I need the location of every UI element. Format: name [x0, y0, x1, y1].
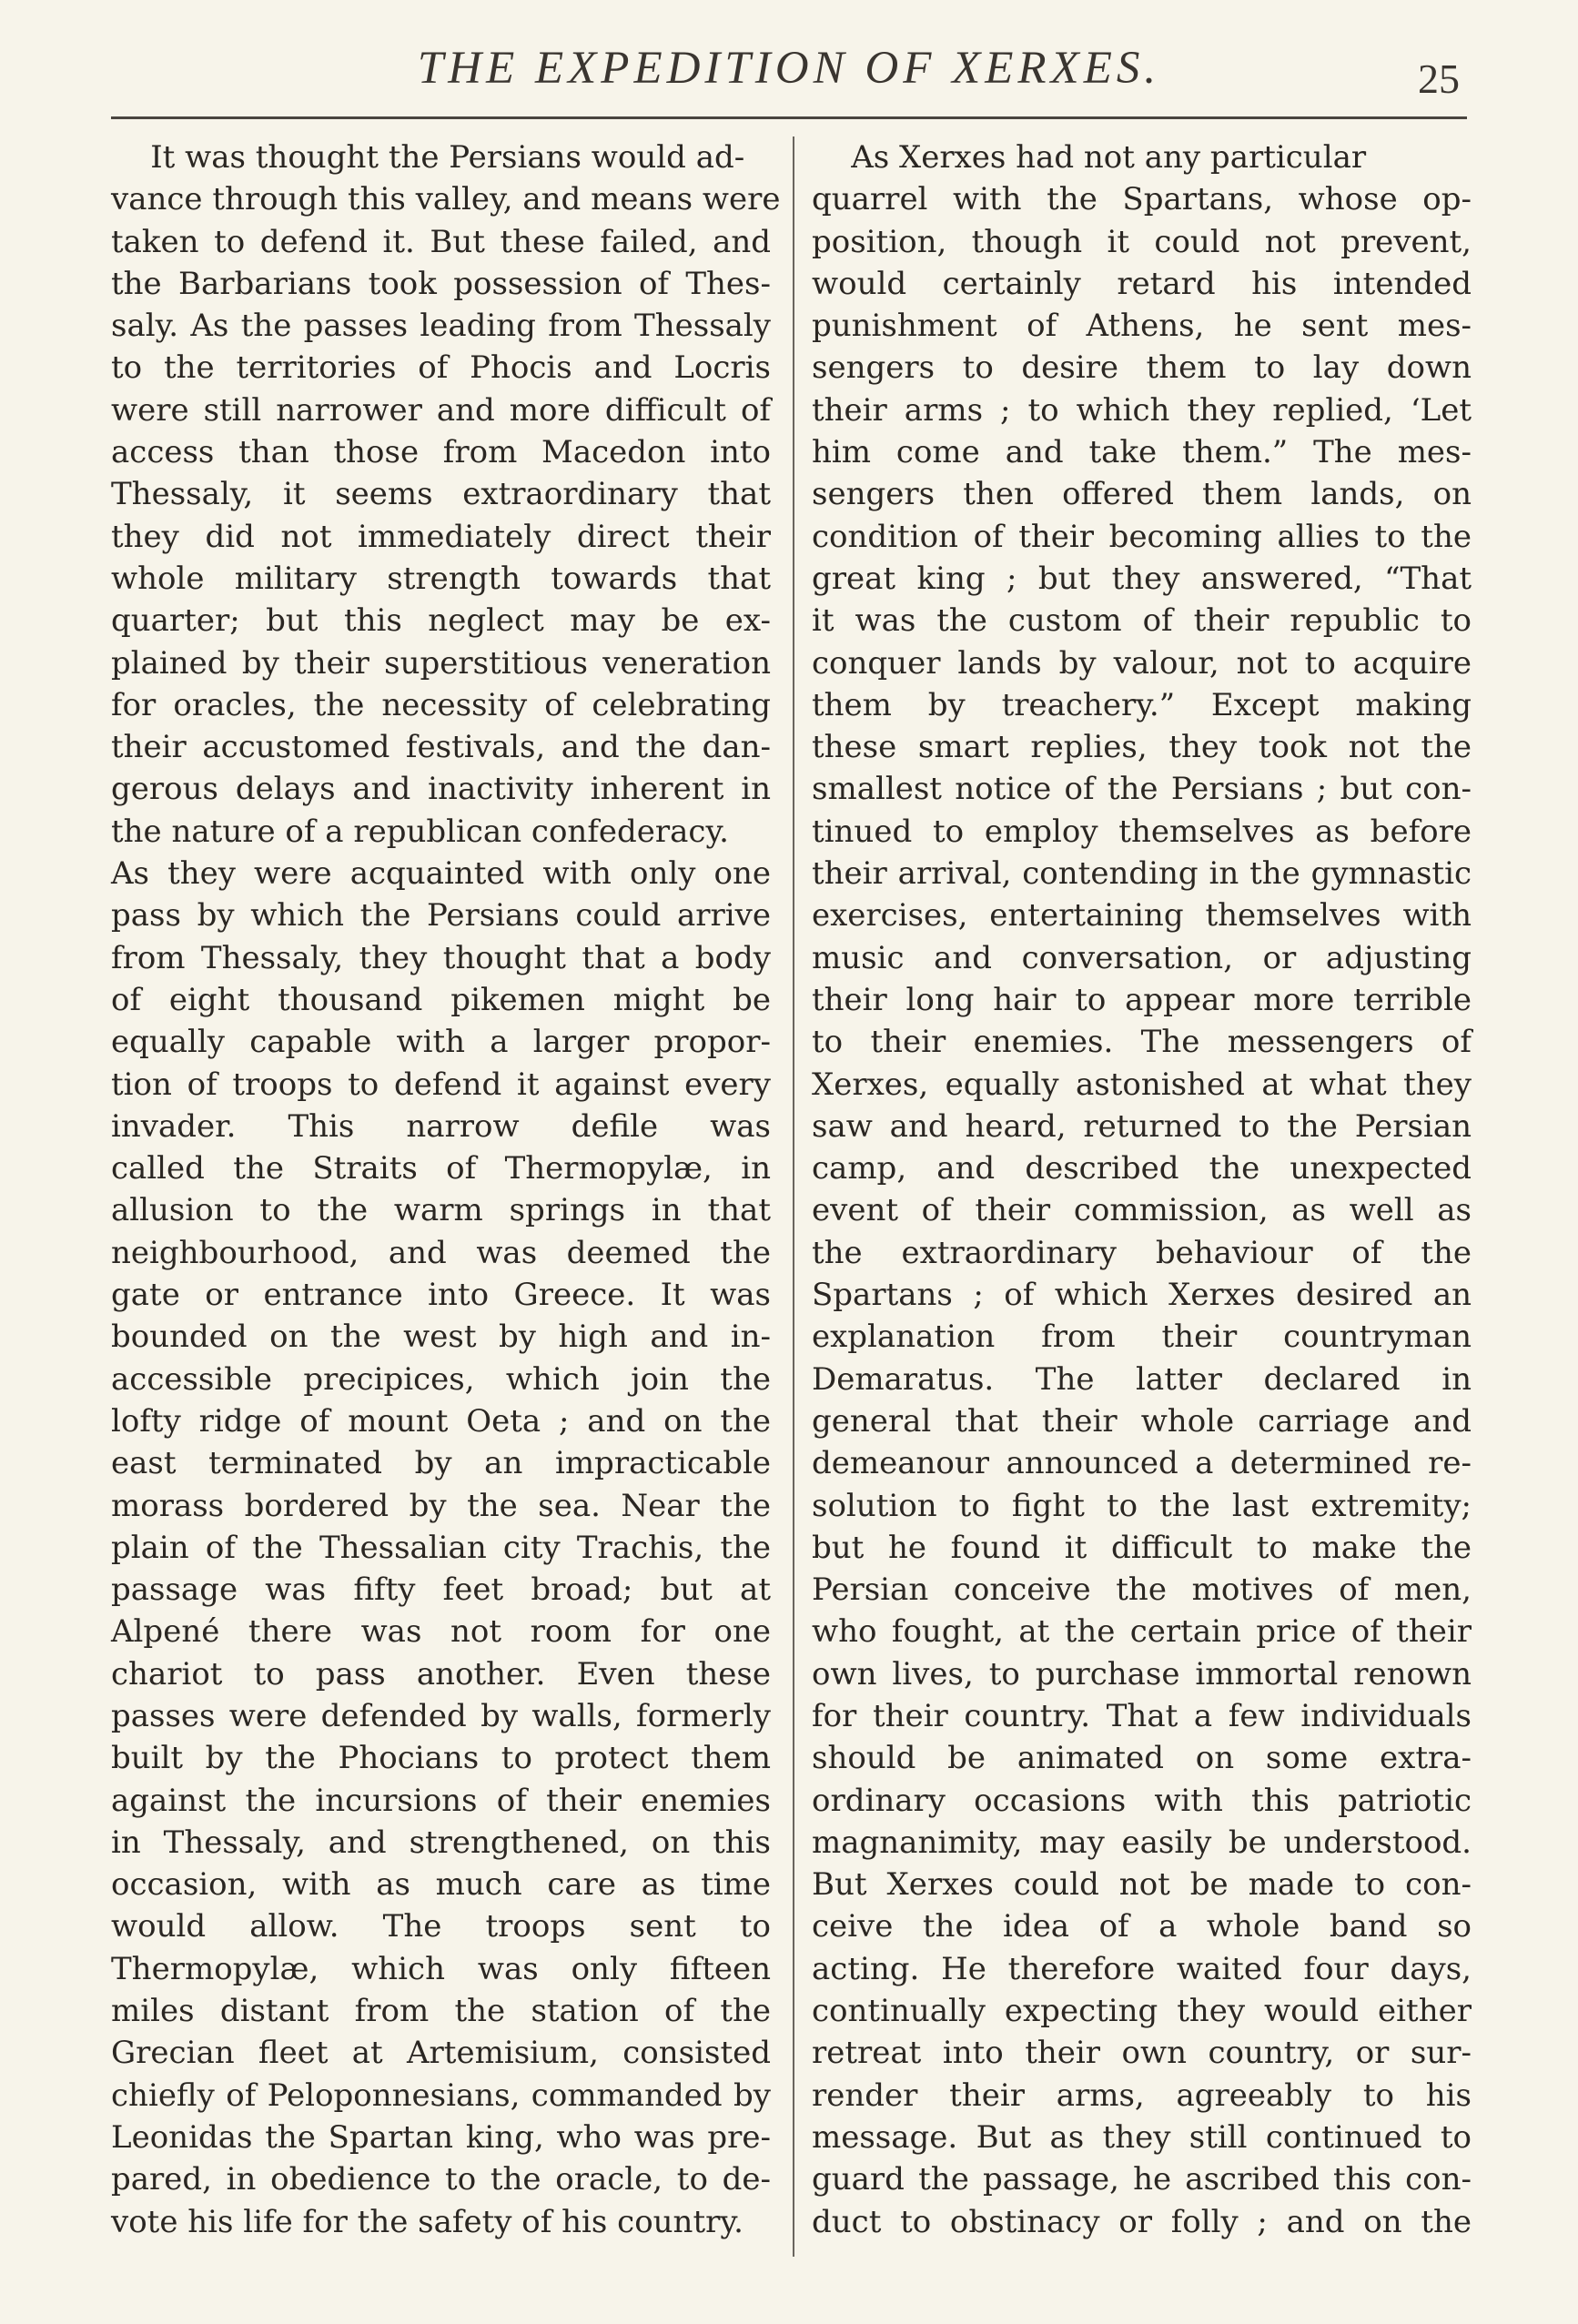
text-line: sengers to desire them to lay down — [812, 349, 1472, 387]
text-line: render their arms, agreeably to his — [812, 2076, 1472, 2114]
text-line: smallest notice of the Persians ; but con- — [812, 771, 1472, 808]
text-line: Xerxes, equally astonished at what they — [812, 1066, 1472, 1103]
text-line: retreat into their own country, or sur- — [812, 2035, 1472, 2072]
text-line: magnanimity, may easily be understood. — [812, 1824, 1472, 1861]
text-line: explanation from their countryman — [812, 1319, 1472, 1356]
text-line: them by treachery.” Except making — [812, 686, 1472, 723]
text-line: lofty ridge of mount Oeta ; and on the — [111, 1402, 771, 1440]
text-line: access than those from Macedon into — [111, 434, 771, 471]
text-line: great king ; but they answered, “That — [812, 560, 1472, 597]
right-column — [812, 136, 1472, 2243]
text-line: event of their commission, as well as — [812, 1192, 1472, 1229]
text-line: they did not immediately direct their — [111, 518, 771, 555]
text-line: As they were acquainted with only one — [111, 855, 771, 893]
text-line: Demaratus. The latter declared in — [812, 1360, 1472, 1398]
text-line: these smart replies, they took not the — [812, 729, 1472, 766]
text-line: bounded on the west by high and in- — [111, 1319, 771, 1356]
text-line: tion of troops to defend it against every — [111, 1066, 771, 1103]
text-line: occasion, with as much care as time — [111, 1866, 771, 1904]
text-line: their arms ; to which they replied, ‘Let — [812, 391, 1472, 429]
text-line: equally capable with a larger propor- — [111, 1024, 771, 1061]
text-line: duct to obstinacy or folly ; and on the — [812, 2203, 1472, 2240]
text-line: from Thessaly, they thought that a body — [111, 939, 771, 976]
text-line: it was the custom of their republic to — [812, 602, 1472, 640]
text-line: quarrel with the Spartans, whose op- — [812, 181, 1472, 218]
text-line: solution to fight to the last extremity; — [812, 1487, 1472, 1524]
text-line: their arrival, contending in the gymnastic — [812, 855, 1472, 893]
text-line: Persian conceive the motives of men, — [812, 1571, 1472, 1609]
text-line: should be animated on some extra- — [812, 1740, 1472, 1777]
text-line: but he found it difficult to make the — [812, 1529, 1472, 1566]
text-line: him come and take them.” The mes- — [812, 434, 1472, 471]
text-line: demeanour announced a determined re- — [812, 1445, 1472, 1482]
text-line: passage was fifty feet broad; but at — [111, 1571, 771, 1609]
text-line: acting. He therefore waited four days, — [812, 1950, 1472, 1987]
text-line: As Xerxes had not any particular — [812, 139, 1367, 176]
text-line: invader. This narrow defile was — [111, 1107, 771, 1145]
text-line: for oracles, the necessity of celebrating — [111, 686, 771, 723]
text-line: guard the passage, he ascribed this con- — [812, 2161, 1472, 2198]
text-line: message. But as they still continued to — [812, 2118, 1472, 2156]
text-line: east terminated by an impracticable — [111, 1445, 771, 1482]
text-line: quarter; but this neglect may be ex- — [111, 602, 771, 640]
text-line: position, though it could not prevent, — [812, 223, 1472, 260]
text-line: to the territories of Phocis and Locris — [111, 349, 771, 387]
text-line: taken to defend it. But these failed, and — [111, 223, 771, 260]
text-line: were still narrower and more difficult of — [111, 391, 771, 429]
page-number: 25 — [1418, 56, 1460, 102]
text-line: plain of the Thessalian city Trachis, the — [111, 1529, 771, 1566]
text-line: who fought, at the certain price of their — [812, 1613, 1472, 1651]
text-line: music and conversation, or adjusting — [812, 939, 1472, 976]
text-line: Thermopylæ, which was only fifteen — [111, 1950, 771, 1987]
text-line: allusion to the warm springs in that — [111, 1192, 771, 1229]
text-line: vance through this valley, and means were — [111, 181, 781, 218]
text-line: saw and heard, returned to the Persian — [812, 1107, 1472, 1145]
text-line: would allow. The troops sent to — [111, 1908, 771, 1945]
text-line: chariot to pass another. Even these — [111, 1655, 771, 1692]
text-columns — [111, 136, 1472, 2248]
text-line: built by the Phocians to protect them — [111, 1740, 771, 1777]
text-line: camp, and described the unexpected — [812, 1150, 1472, 1187]
text-line: conquer lands by valour, not to acquire — [812, 644, 1472, 682]
text-line: It was thought the Persians would ad- — [111, 139, 745, 176]
text-line: neighbourhood, and was deemed the — [111, 1234, 771, 1271]
text-line: gerous delays and inactivity inherent in — [111, 771, 771, 808]
text-line: the nature of a republican confederacy. — [111, 813, 729, 850]
text-line: the extraordinary behaviour of the — [812, 1234, 1472, 1271]
text-line: called the Straits of Thermopylæ, in — [111, 1150, 771, 1187]
text-line: ordinary occasions with this patriotic — [812, 1782, 1472, 1819]
text-line: their accustomed festivals, and the dan- — [111, 729, 771, 766]
running-title: THE EXPEDITION OF XERXES. — [417, 43, 1161, 94]
text-line: punishment of Athens, he sent mes- — [812, 308, 1472, 345]
text-line: Spartans ; of which Xerxes desired an — [812, 1277, 1472, 1314]
text-line: Thessaly, it seems extraordinary that — [111, 476, 771, 513]
text-line: chiefly of Peloponnesians, commanded by — [111, 2076, 771, 2114]
text-line: general that their whole carriage and — [812, 1402, 1472, 1440]
column-divider — [793, 136, 794, 2257]
text-line: vote his life for the safety of his country. — [111, 2203, 743, 2240]
text-line: for their country. That a few individuals — [812, 1697, 1472, 1734]
text-line: pass by which the Persians could arrive — [111, 897, 771, 935]
text-line: in Thessaly, and strengthened, on this — [111, 1824, 771, 1861]
text-line: of eight thousand pikemen might be — [111, 981, 771, 1018]
text-line: ceive the idea of a whole band so — [812, 1908, 1472, 1945]
text-line: miles distant from the station of the — [111, 1993, 771, 2030]
text-line: accessible precipices, which join the — [111, 1360, 771, 1398]
text-line: Alpené there was not room for one — [111, 1613, 771, 1651]
text-line: Leonidas the Spartan king, who was pre- — [111, 2118, 771, 2156]
text-line: morass bordered by the sea. Near the — [111, 1487, 771, 1524]
text-line: sengers then offered them lands, on — [812, 476, 1472, 513]
text-line: tinued to employ themselves as before — [812, 813, 1472, 850]
text-line: their long hair to appear more terrible — [812, 981, 1472, 1018]
left-column — [111, 136, 781, 2243]
text-line: own lives, to purchase immortal renown — [812, 1655, 1472, 1692]
text-line: whole military strength towards that — [111, 560, 771, 597]
page-header — [111, 36, 1467, 127]
text-line: condition of their becoming allies to the — [812, 518, 1472, 555]
text-line: would certainly retard his intended — [812, 265, 1472, 302]
text-line: passes were defended by walls, formerly — [111, 1697, 771, 1734]
text-line: the Barbarians took possession of Thes- — [111, 265, 771, 302]
header-rule — [111, 116, 1467, 119]
text-line: But Xerxes could not be made to con- — [812, 1866, 1472, 1904]
text-line: Grecian fleet at Artemisium, consisted — [111, 2035, 771, 2072]
text-line: continually expecting they would either — [812, 1993, 1472, 2030]
text-line: against the incursions of their enemies — [111, 1782, 771, 1819]
text-line: saly. As the passes leading from Thessaly — [111, 308, 771, 345]
text-line: exercises, entertaining themselves with — [812, 897, 1472, 935]
text-line: gate or entrance into Greece. It was — [111, 1277, 771, 1314]
text-line: to their enemies. The messengers of — [812, 1024, 1472, 1061]
text-line: plained by their superstitious veneration — [111, 644, 771, 682]
text-line: pared, in obedience to the oracle, to de- — [111, 2161, 771, 2198]
